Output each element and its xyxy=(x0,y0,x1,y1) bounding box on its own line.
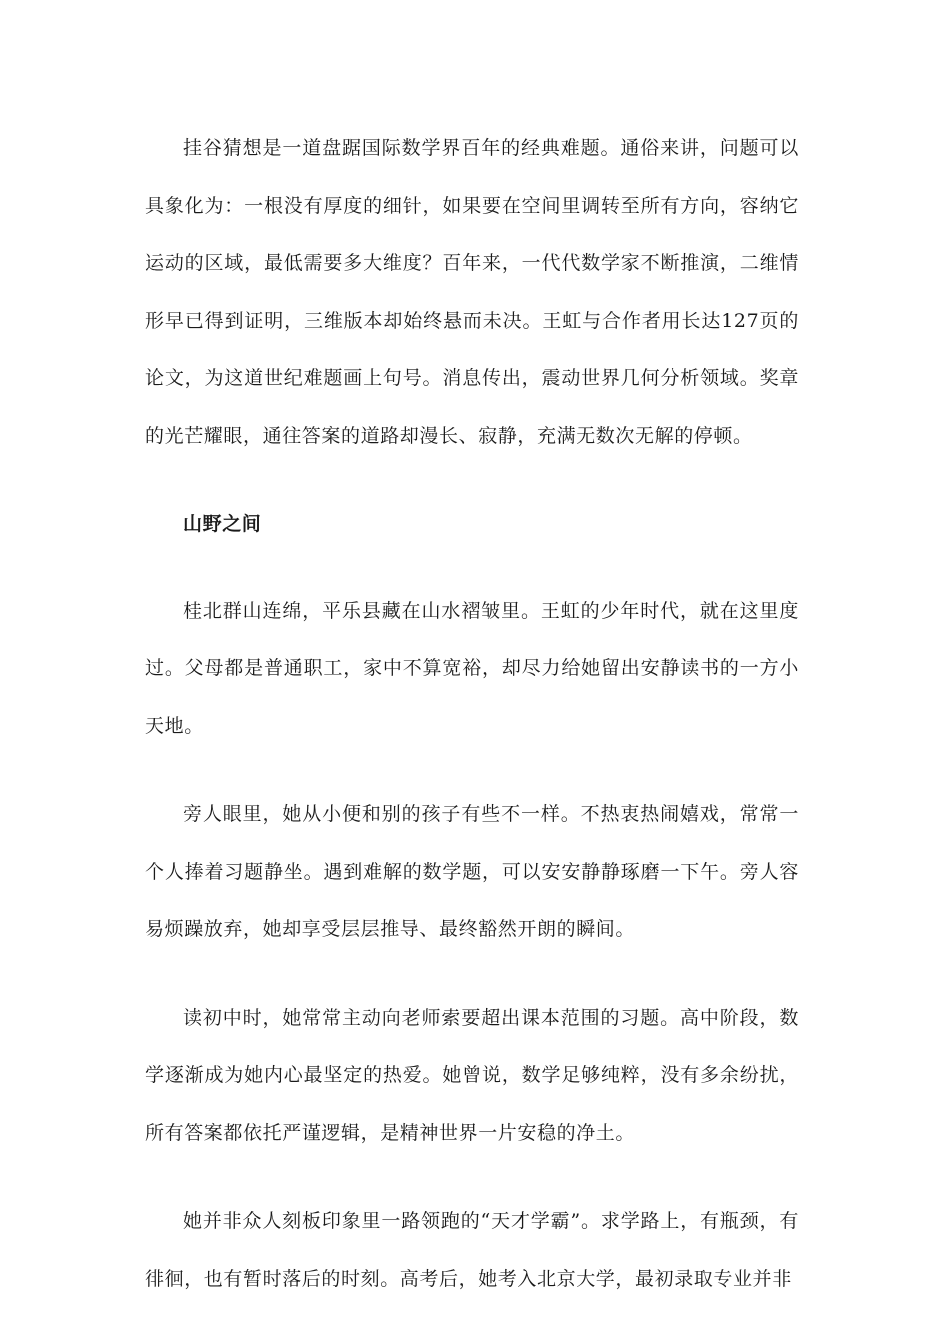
body-paragraph: 读初中时，她常常主动向老师索要超出课本范围的习题。高中阶段，数学逐渐成为她内心最坚定的热爱。她曾说，数学足够纯粹，没有多余纷扰，所有答案都依托严谨逻辑，是精神世界一片安稳的净土。 xyxy=(145,1006,799,1144)
document-page xyxy=(145,120,799,1339)
body-paragraph: 桂北群山连绵，平乐县藏在山水褶皱里。王虹的少年时代，就在这里度过。父母都是普通职工，家中不算宽裕，却尽力给她留出安静读书的一方小天地。 xyxy=(145,599,799,737)
section-heading: 山野之间 xyxy=(183,513,262,535)
intro-paragraph: 挂谷猜想是一道盘踞国际数学界百年的经典难题。通俗来讲，问题可以具象化为：一根没有厚度的细针，如果要在空间里调转至所有方向，容纳它运动的区域，最低需要多大维度？百年来，一代代数学家不断推演，二维情形早已得到证明，三维版本却始终悬而未决。王虹与合作者用长达127页的论文，为这道世纪难题画上句号。消息传出，震动世界几何分析领域。奖章的光芒耀眼，通往答案的道路却漫长、寂静，充满无数次无解的停顿。 xyxy=(145,137,799,447)
body-paragraph: 她并非众人刻板印象里一路领跑的“天才学霸”。求学路上，有瓶颈，有徘徊，也有暂时落后的时刻。高考后，她考入北京大学，最初录取专业并非 xyxy=(145,1210,799,1290)
body-paragraph: 旁人眼里，她从小便和别的孩子有些不一样。不热衷热闹嬉戏，常常一个人捧着习题静坐。遇到难解的数学题，可以安安静静琢磨一下午。旁人容易烦躁放弃，她却享受层层推导、最终豁然开朗的瞬间。 xyxy=(145,803,799,940)
